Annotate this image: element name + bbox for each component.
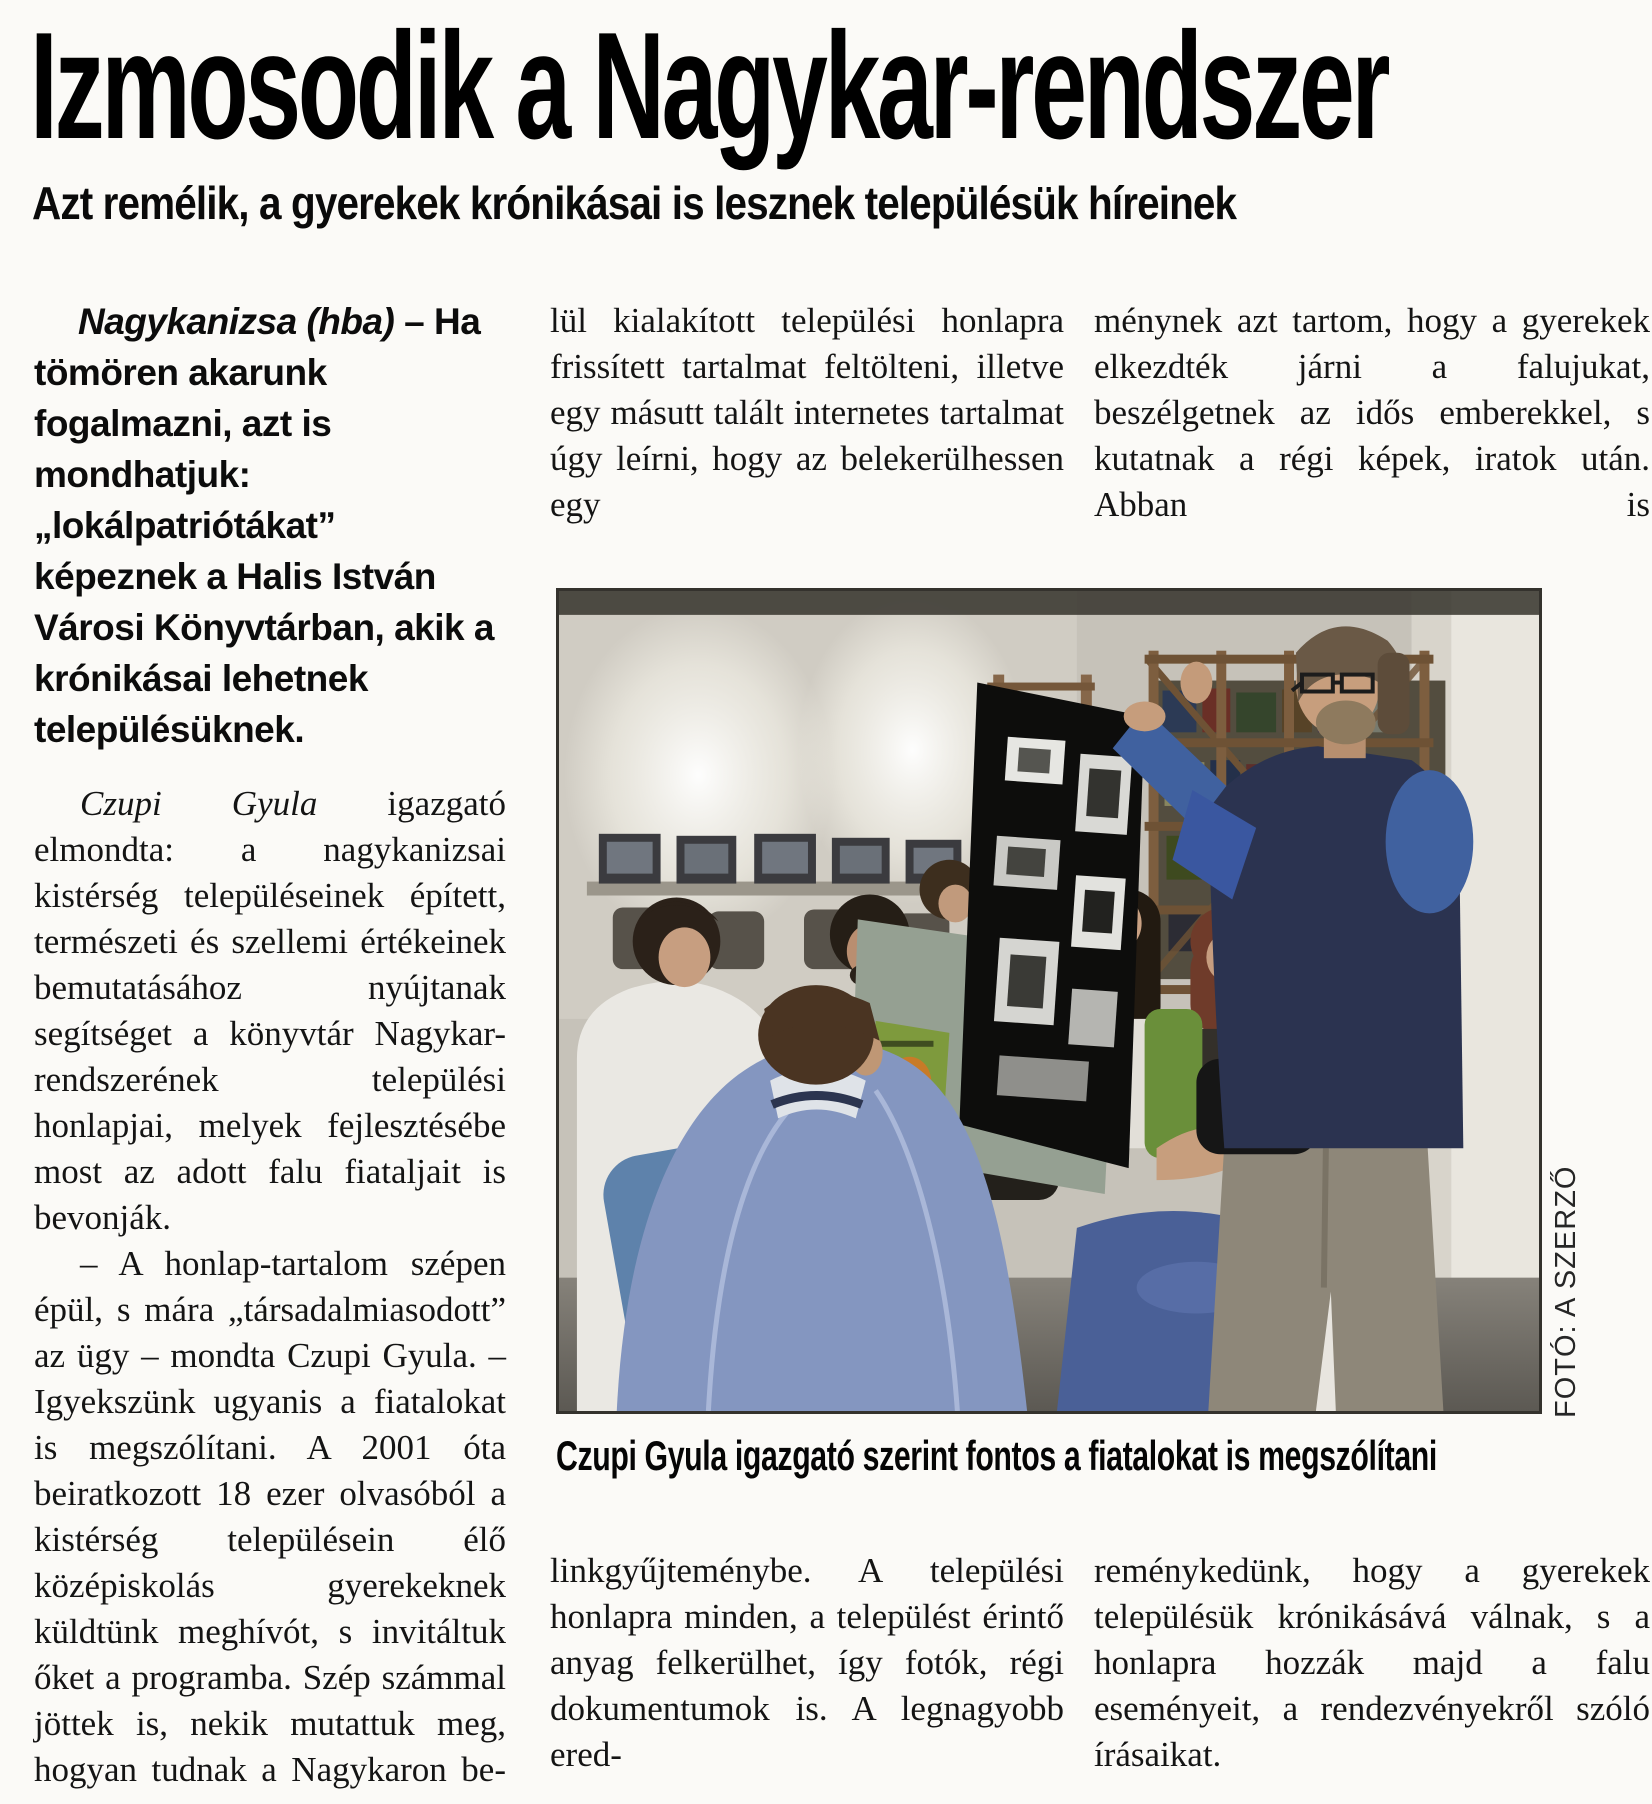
byline: (hba) <box>306 301 395 342</box>
column-right-top <box>1094 298 1650 528</box>
paragraph-middle-top: lül kialakított települési honlapra frissített tartalmat feltölteni, illetve egy másutt talált internetes tartalmat úgy leírni, hogy az belekerülhessen egy <box>550 301 1064 524</box>
dateline-dash: – <box>404 301 425 342</box>
lead-paragraph <box>34 296 506 755</box>
paragraph-right-top: ménynek azt tartom, hogy a gyerekek elkezdték járni a falujukat, beszélgetnek az idős emberekkel, s kutatnak a régi képek, iratok után. Abban is <box>1094 301 1650 524</box>
paragraph-right-bottom: reménykedünk, hogy a gyerekek településük krónikásává válnak, s a honlapra hozzák majd a falu eseményeit, a rendezvényekről szóló írásaikat. <box>1094 1551 1650 1774</box>
dateline-location: Nagykanizsa <box>78 301 297 342</box>
paragraph-left-3: – A honlap-tartalom szépen épül, s mára „társadalmiasodott” az ügy – mondta Czupi Gyula. – Igyekszünk ugyanis a fiatalokat is megszólítani. A 2001 óta beiratkozott 18 ezer olvasóból a kistérség településein élő középiskolás gyerekeknek küldtünk meghívót, s invitáltuk őket a programba. Szép számmal jöttek is, nekik mutattuk meg, hogyan tudnak a Nagykaron be- <box>34 1244 506 1789</box>
article-photo-illustration <box>559 591 1539 1411</box>
column-left <box>34 296 506 1793</box>
column-middle-top <box>550 298 1064 528</box>
column-right-bottom <box>1094 1548 1650 1778</box>
paragraph-left-2 <box>34 781 506 1241</box>
lead-text: Ha tömören akarunk fogalmazni, azt is mondhatjuk: „lokálpatriótákat” képeznek a Halis István Városi Könyvtárban, akik a krónikásai lehetnek településüknek. <box>34 301 494 750</box>
subheadline: Azt remélik, a gyerekek krónikásai is lesznek településük híreinek <box>32 177 1237 229</box>
article-photo <box>556 588 1542 1414</box>
headline: Izmosodik a Nagykar-rendszer <box>30 1 1388 171</box>
column-middle-bottom <box>550 1548 1064 1778</box>
photo-credit: FOTÓ: A SZERZŐ <box>1550 1165 1582 1418</box>
paragraph-middle-bottom: linkgyűjteménybe. A települési honlapra minden, a települést érintő anyag felkerülhet, így fotók, régi dokumentumok is. A legnagyobb ered- <box>550 1551 1064 1774</box>
paragraph-left-2-text: igazgató elmondta: a nagykanizsai kistérség településeinek épített, természeti és szellemi értékeinek bemutatásához nyújtanak segítséget a könyvtár Nagykar-rendszerének települési honlapjai, melyek fejlesztésébe most az adott falu fiataljait is bevonják. <box>34 784 506 1237</box>
person-name: Czupi Gyula <box>80 784 318 823</box>
photo-caption: Czupi Gyula igazgató szerint fontos a fiatalokat is megszólítani <box>556 1432 1437 1479</box>
